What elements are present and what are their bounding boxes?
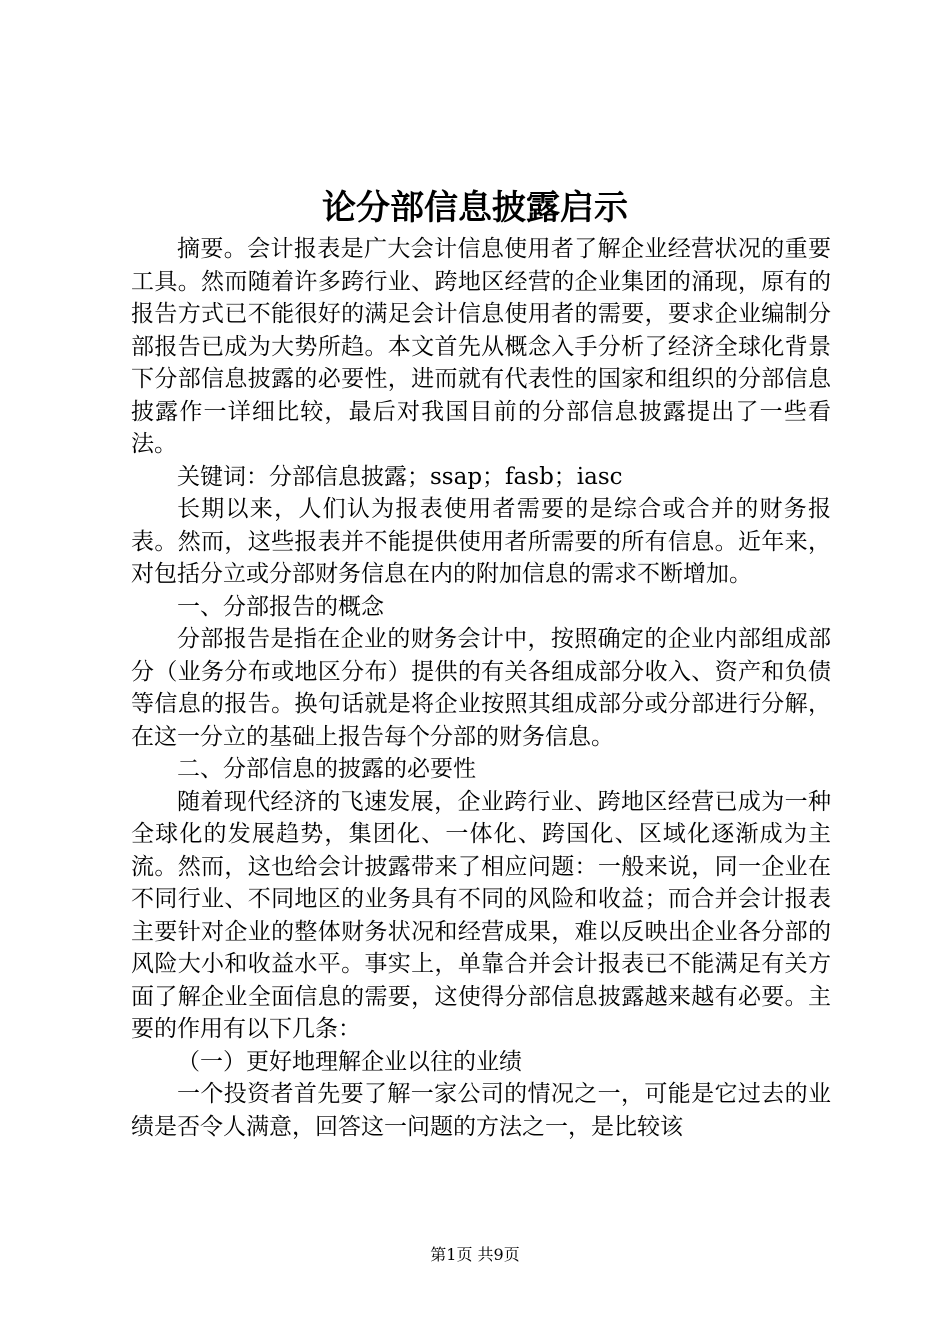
abstract-paragraph: 摘要。会计报表是广大会计信息使用者了解企业经营状况的重要工具。然而随着许多跨行业、跨地区经营的企业集团的涌现，原有的报告方式已不能很好的满足会计信息使用者的需要，要求企业编制分部报告已成为大势所趋。本文首先从概念入手分析了经济全球化背景下分部信息披露的必要性，进而就有代表性的国家和组织的分部信息披露作一详细比较，最后对我国目前的分部信息披露提出了一些看法。: [131, 236, 831, 457]
subsection-1-paragraph: 一个投资者首先要了解一家公司的情况之一，可能是它过去的业绩是否令人满意，回答这一问题的方法之一，是比较该: [131, 1081, 831, 1140]
keywords-paragraph: 关键词：分部信息披露；ssap；fasb；iasc: [177, 463, 623, 490]
subsection-heading-1: （一）更好地理解企业以往的业绩: [177, 1048, 522, 1075]
document-title: 论分部信息披露启示: [322, 188, 628, 228]
page-number-footer: 第1页 共9页: [430, 1245, 520, 1264]
section-heading-1: 一、分部报告的概念: [177, 593, 384, 620]
section-1-paragraph: 分部报告是指在企业的财务会计中，按照确定的企业内部组成部分（业务分布或地区分布）提供的有关各组成部分收入、资产和负债等信息的报告。换句话就是将企业按照其组成部分或分部进行分解，在这一分立的基础上报告每个分部的财务信息。: [131, 626, 831, 750]
document-body: [131, 233, 831, 1143]
section-2-paragraph: 随着现代经济的飞速发展，企业跨行业、跨地区经营已成为一种全球化的发展趋势，集团化、一体化、跨国化、区域化逐渐成为主流。然而，这也给会计披露带来了相应问题：一般来说，同一企业在不同行业、不同地区的业务具有不同的风险和收益；而合并会计报表主要针对企业的整体财务状况和经营成果，难以反映出企业各分部的风险大小和收益水平。事实上，单靠合并会计报表已不能满足有关方面了解企业全面信息的需要，这使得分部信息披露越来越有必要。主要的作用有以下几条：: [131, 788, 831, 1042]
intro-paragraph: 长期以来，人们认为报表使用者需要的是综合或合并的财务报表。然而，这些报表并不能提供使用者所需要的所有信息。近年来，对包括分立或分部财务信息在内的附加信息的需求不断增加。: [131, 496, 831, 587]
section-heading-2: 二、分部信息的披露的必要性: [177, 756, 476, 782]
